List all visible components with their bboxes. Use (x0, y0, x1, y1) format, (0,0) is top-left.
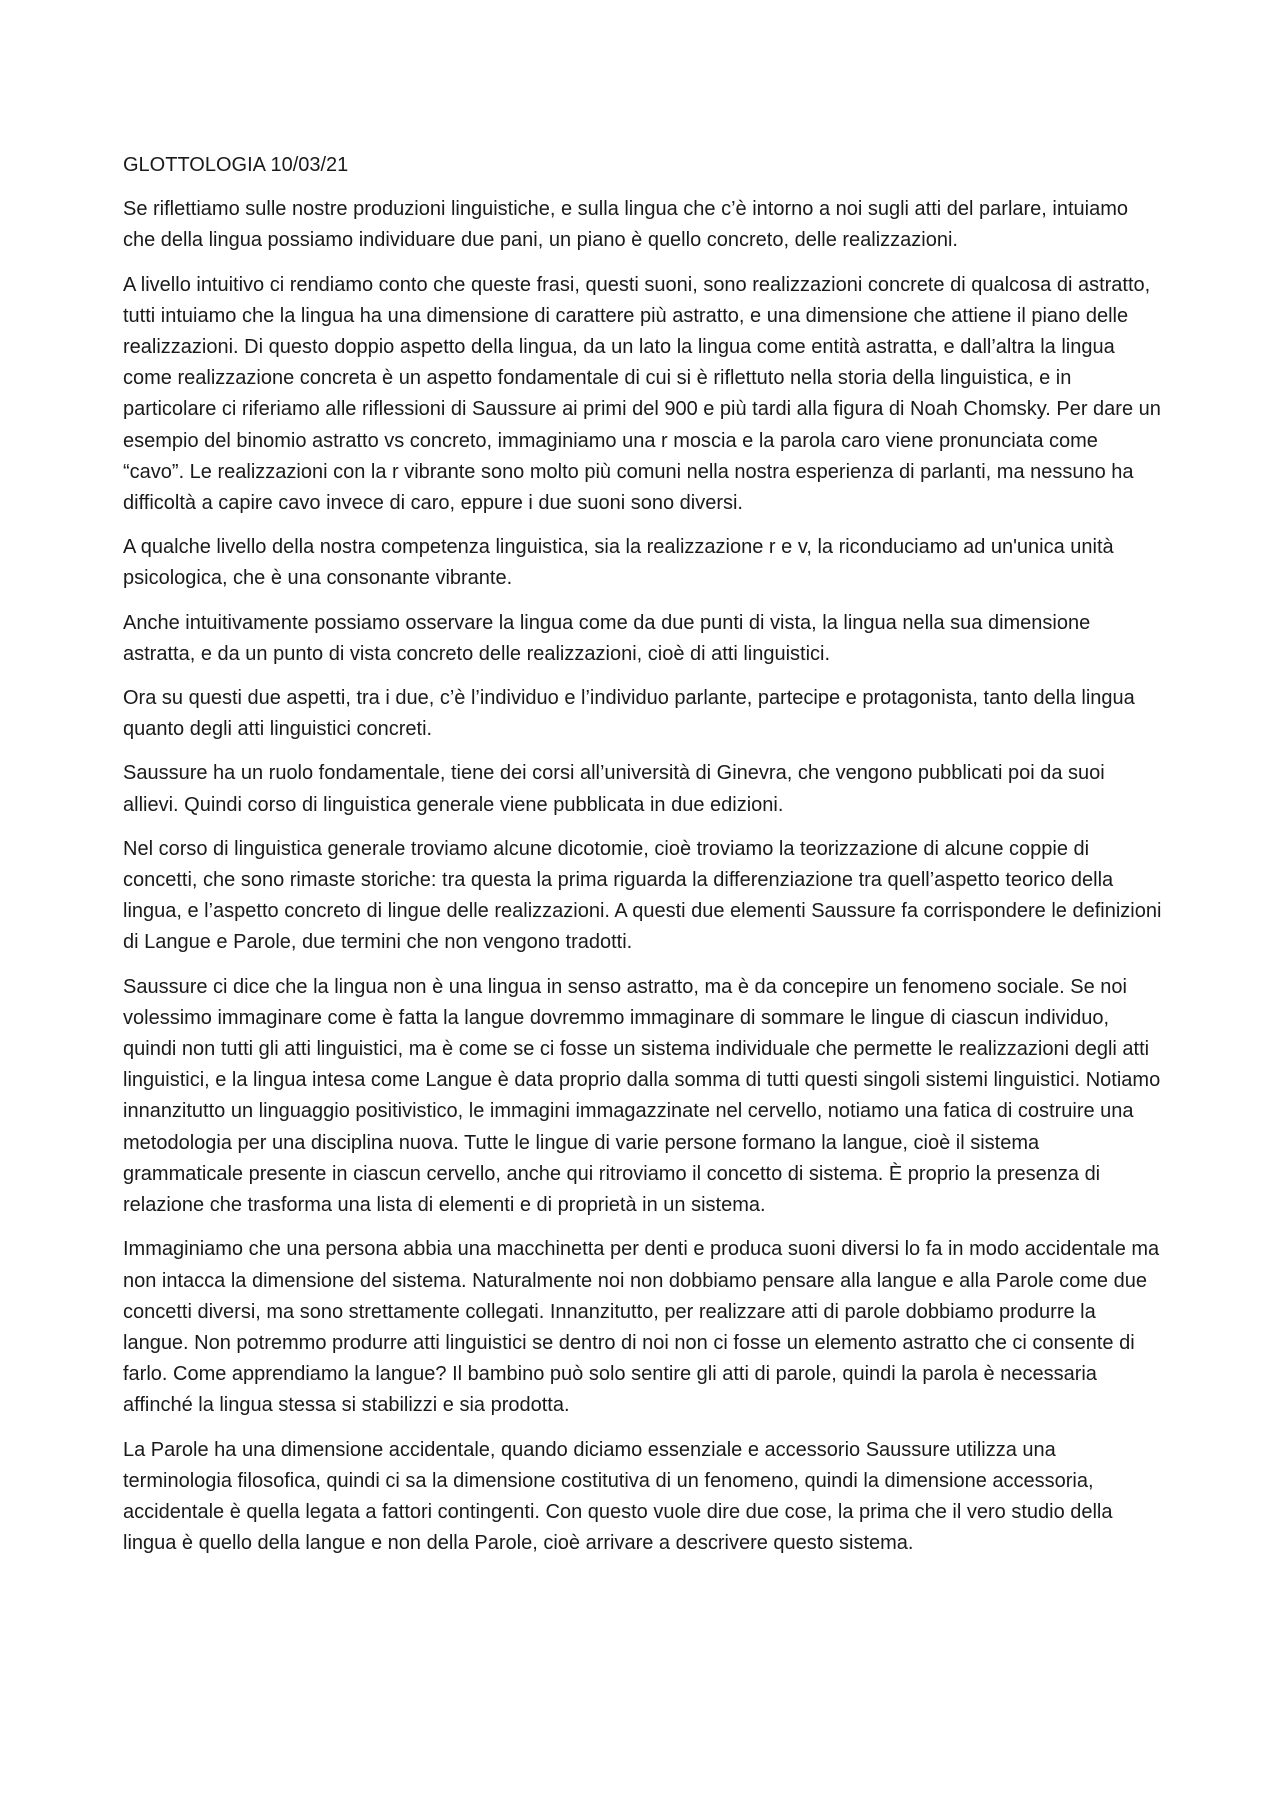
document-page (123, 150, 1163, 1572)
paragraph-10: La Parole ha una dimensione accidentale, quando diciamo essenziale e accessorio Saussure utilizza una terminologia filosofica, quindi ci sa la dimensione costitutiva di un fenomeno, quindi la dimensione accessoria, accidentale è quella legata a fattori contingenti. Con questo vuole dire due cose, la prima che il vero studio della lingua è quello della langue e non della Parole, cioè arrivare a descrivere questo sistema. (123, 1438, 1113, 1555)
paragraph-4: Anche intuitivamente possiamo osservare la lingua come da due punti di vista, la lingua nella sua dimensione astratta, e da un punto di vista concreto delle realizzazioni, cioè di atti linguistici. (123, 611, 1091, 665)
paragraph-7: Nel corso di linguistica generale troviamo alcune dicotomie, cioè troviamo la teorizzazione di alcune coppie di concetti, che sono rimaste storiche: tra questa la prima riguarda la differenziazione tra quell’aspetto teorico della lingua, e l’aspetto concreto di lingue delle realizzazioni. A questi due elementi Saussure fa corrispondere le definizioni di Langue e Parole, due termini che non vengono tradotti. (123, 837, 1162, 954)
paragraph-3: A qualche livello della nostra competenza linguistica, sia la realizzazione r e v, la riconduciamo ad un'unica unità psicologica, che è una consonante vibrante. (123, 536, 1114, 590)
paragraph-9: Immaginiamo che una persona abbia una macchinetta per denti e produca suoni diversi lo fa in modo accidentale ma non intacca la dimensione del sistema. Naturalmente noi non dobbiamo pensare alla langue e alla Parole come due concetti diversi, ma sono strettamente collegati. Innanzitutto, per realizzare atti di parole dobbiamo produrre la langue. Non potremmo produrre atti linguistici se dentro di noi non ci fosse un elemento astratto che ci consente di farlo. Come apprendiamo la langue? Il bambino può solo sentire gli atti di parole, quindi la parola è necessaria affinché la lingua stessa si stabilizzi e sia prodotta. (123, 1238, 1160, 1417)
document-title: GLOTTOLOGIA 10/03/21 (123, 154, 349, 176)
paragraph-1: Se riflettiamo sulle nostre produzioni linguistiche, e sulla lingua che c’è intorno a noi sugli atti del parlare, intuiamo che della lingua possiamo individuare due pani, un piano è quello concreto, delle realizzazioni. (123, 198, 1128, 252)
paragraph-2: A livello intuitivo ci rendiamo conto che queste frasi, questi suoni, sono realizzazioni concrete di qualcosa di astratto, tutti intuiamo che la lingua ha una dimensione di carattere più astratto, e una dimensione che attiene il piano delle realizzazioni. Di questo doppio aspetto della lingua, da un lato la lingua come entità astratta, e dall’altra la lingua come realizzazione concreta è un aspetto fondamentale di cui si è riflettuto nella storia della linguistica, e in particolare ci riferiamo alle riflessioni di Saussure ai primi del 900 e più tardi alla figura di Noah Chomsky. Per dare un esempio del binomio astratto vs concreto, immaginiamo una r moscia e la parola caro viene pronunciata come “cavo”. Le realizzazioni con la r vibrante sono molto più comuni nella nostra esperienza di parlanti, ma nessuno ha difficoltà a capire cavo invece di caro, eppure i due suoni sono diversi. (123, 273, 1161, 515)
paragraph-6: Saussure ha un ruolo fondamentale, tiene dei corsi all’università di Ginevra, che vengono pubblicati poi da suoi allievi. Quindi corso di linguistica generale viene pubblicata in due edizioni. (123, 762, 1105, 816)
paragraph-8: Saussure ci dice che la lingua non è una lingua in senso astratto, ma è da concepire un fenomeno sociale. Se noi volessimo immaginare come è fatta la langue dovremmo immaginare di sommare le lingue di ciascun individuo, quindi non tutti gli atti linguistici, ma è come se ci fosse un sistema individuale che permette le realizzazioni degli atti linguistici, e la lingua intesa come Langue è data proprio dalla somma di tutti questi singoli sistemi linguistici. Notiamo innanzitutto un linguaggio positivistico, le immagini immagazzinate nel cervello, notiamo una fatica di costruire una metodologia per una disciplina nuova. Tutte le lingue di varie persone formano la langue, cioè il sistema grammaticale presente in ciascun cervello, anche qui ritroviamo il concetto di sistema. È proprio la presenza di relazione che trasforma una lista di elementi e di proprietà in un sistema. (123, 975, 1161, 1217)
paragraph-5: Ora su questi due aspetti, tra i due, c’è l’individuo e l’individuo parlante, partecipe e protagonista, tanto della lingua quanto degli atti linguistici concreti. (123, 687, 1135, 741)
